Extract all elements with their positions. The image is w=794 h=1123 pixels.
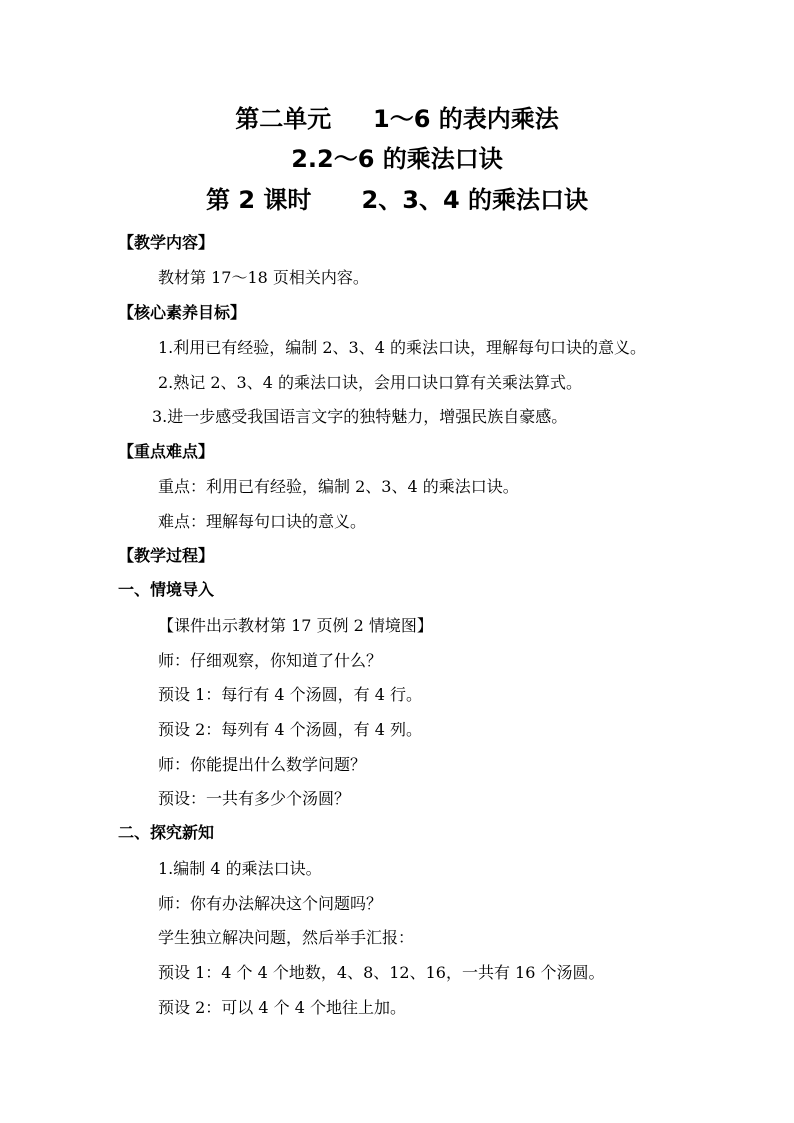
section-title: 2.2～6 的乘法口诀 xyxy=(291,145,503,173)
teaching-content-text: 教材第 17～18 页相关内容。 xyxy=(158,268,369,287)
goal-item-3: 3.进一步感受我国语言文字的独特魅力，增强民族自豪感。 xyxy=(152,407,568,426)
teacher-line-3: 师：你有办法解决这个问题吗？ xyxy=(158,894,383,913)
preset-line-1: 预设 1：每行有 4 个汤圆，有 4 行。 xyxy=(158,685,422,704)
preset-line-3: 预设：一共有多少个汤圆？ xyxy=(158,789,351,808)
preset-line-5: 预设 2：可以 4 个 4 个地往上加。 xyxy=(158,998,406,1017)
student-report-text: 学生独立解决问题，然后举手汇报： xyxy=(158,928,415,947)
unit-title: 第二单元 1～6 的表内乘法 xyxy=(235,105,559,133)
lesson-title: 第 2 课时 2、3、4 的乘法口诀 xyxy=(206,186,588,214)
goal-item-1: 1.利用已有经验，编制 2、3、4 的乘法口诀，理解每句口诀的意义。 xyxy=(158,338,646,357)
difficult-point-text: 难点：理解每句口诀的意义。 xyxy=(158,512,367,531)
preset-line-2: 预设 2：每列有 4 个汤圆，有 4 列。 xyxy=(158,720,422,739)
teaching-process-heading: 【教学过程】 xyxy=(118,546,215,565)
goal-item-2: 2.熟记 2、3、4 的乘法口诀，会用口诀口算有关乘法算式。 xyxy=(158,373,582,392)
part-two-heading: 二、探究新知 xyxy=(118,823,215,842)
key-point-text: 重点：利用已有经验，编制 2、3、4 的乘法口诀。 xyxy=(158,477,519,496)
part-one-heading: 一、情境导入 xyxy=(118,580,215,599)
preset-line-4: 预设 1：4 个 4 个地数，4、8、12、16，一共有 16 个汤圆。 xyxy=(158,963,605,982)
step-1-text: 1.编制 4 的乘法口诀。 xyxy=(158,859,322,878)
core-goals-heading: 【核心素养目标】 xyxy=(118,303,247,322)
teaching-content-heading: 【教学内容】 xyxy=(118,233,215,252)
key-difficult-heading: 【重点难点】 xyxy=(118,442,215,461)
teacher-line-1: 师：仔细观察，你知道了什么？ xyxy=(158,651,383,670)
teacher-line-2: 师：你能提出什么数学问题？ xyxy=(158,755,367,774)
courseware-note: 【课件出示教材第 17 页例 2 情境图】 xyxy=(158,616,433,635)
